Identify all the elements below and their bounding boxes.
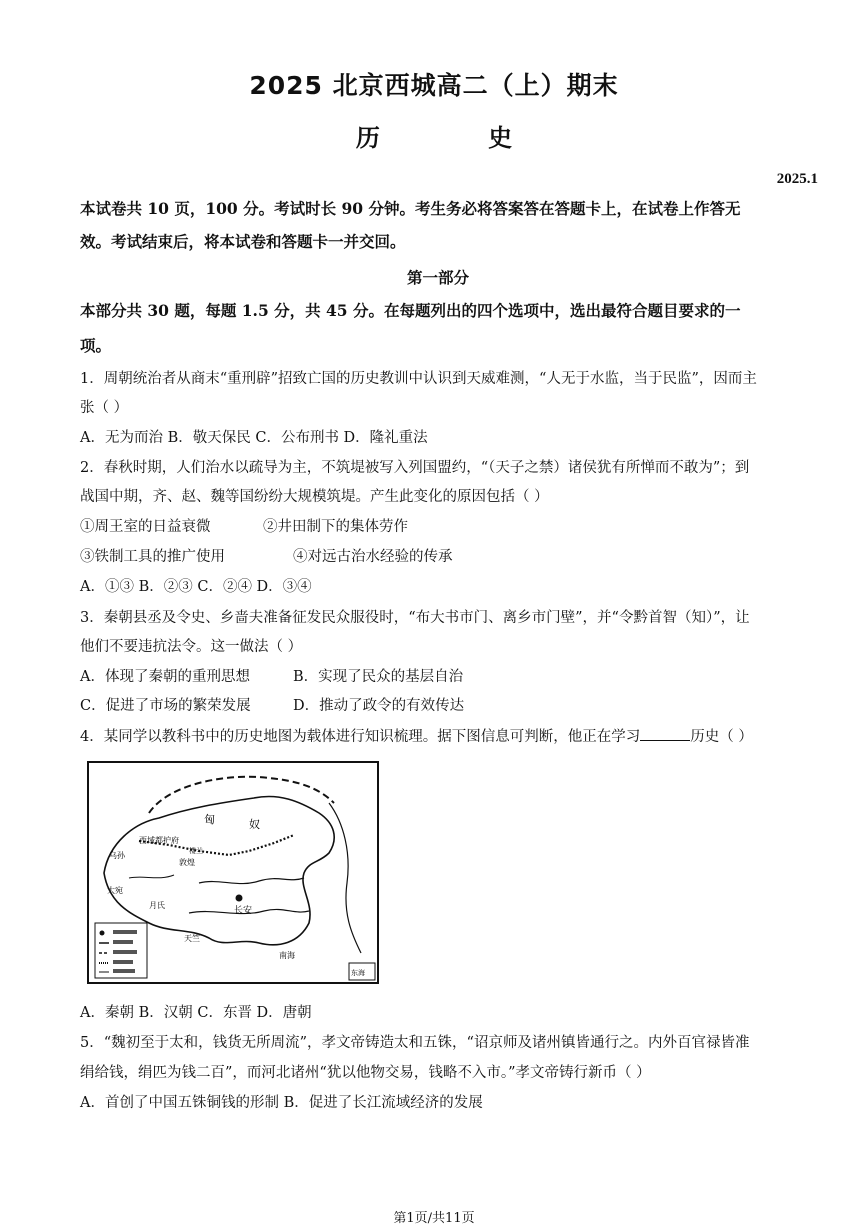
q3-option-a: A．体现了秦朝的重刑思想 (80, 669, 250, 685)
q2-item-1: ①周王室的日益衰微 (80, 519, 211, 535)
q3-stem-line2: 他们不要违抗法令。这一做法（ ） (80, 639, 303, 655)
exam-title: 2025 北京西城高二（上）期末 (249, 71, 619, 100)
q4-blank (640, 726, 690, 741)
q2-options: A．①③ B．②③ C．②④ D．③④ (80, 579, 312, 595)
q2-item-4: ④对远古治水经验的传承 (293, 549, 453, 565)
q2-items-row1 (80, 517, 796, 537)
q4-stem: 4．某同学以教科书中的历史地图为载体进行知识梳理。据下图信息可判断，他正在学习 历史（ ） (80, 726, 796, 747)
exam-date: 2025.1 (776, 171, 818, 187)
map-label-changan: 长安 (234, 906, 253, 916)
q3-option-c: C．促进了市场的繁荣发展 (80, 698, 251, 714)
map-label-xiong: 匈 (204, 813, 215, 826)
q2-items-row2 (80, 547, 796, 567)
q2-item-3: ③铁制工具的推广使用 (80, 549, 225, 565)
map-label-dunhuang: 敦煌 (179, 858, 195, 867)
q5-stem-line1: 5．“魏初至于太和，钱货无所周流”，孝文帝铸造太和五铢，“诏京师及诸州镇皆通行之。内外百官禄皆准 (80, 1035, 750, 1051)
map-label-nu: 奴 (249, 818, 260, 831)
map-label-loulan: 楼兰 (189, 847, 203, 855)
q5-stem-line2: 绢给钱，绢匹为钱二百”，而河北诸州“犹以他物交易，钱略不入市。”孝文帝铸行新币（ ） (80, 1065, 651, 1081)
q3-option-d: D．推动了政令的有效传达 (293, 698, 465, 714)
q2-stem-line2: 战国中期，齐、赵、魏等国纷纷大规模筑堤。产生此变化的原因包括（ ） (80, 489, 549, 505)
section-desc-line2: 项。 (80, 336, 112, 355)
instructions-line1: 本试卷共 10 页，100 分。考试时长 90 分钟。考生务必将答案答在答题卡上，在试卷上作答无 (80, 199, 741, 218)
historical-map (87, 761, 379, 984)
map-label-donghai: 东海 (351, 969, 365, 977)
q3-option-b: B．实现了民众的基层自治 (293, 669, 464, 685)
map-label-yuezhi: 月氏 (149, 901, 165, 910)
q4-options: A．秦朝 B．汉朝 C．东晋 D．唐朝 (80, 1005, 312, 1021)
q3-stem-line1: 3．秦朝县丞及令史、乡啬夫准备征发民众服役时，“布大书市门、离乡市门壁”，并“令黔首智（知）”，让 (80, 610, 750, 626)
q5-options: A．首创了中国五铢铜钱的形制 B．促进了长江流域经济的发展 (80, 1095, 483, 1111)
map-label-dawan: 大宛 (107, 886, 123, 895)
map-label-xiyu: 西域都护府 (139, 836, 179, 845)
section-title: 第一部分 (406, 268, 469, 287)
q3-options-row1 (80, 667, 796, 687)
instructions-line2: 效。考试结束后，将本试卷和答题卡一并交回。 (80, 232, 406, 251)
map-label-tianzhu: 天竺 (184, 934, 200, 943)
subject-title: 历 史 (355, 124, 563, 152)
map-drawing (89, 763, 377, 982)
section-desc-line1: 本部分共 30 题，每题 1.5 分，共 45 分。在每题列出的四个选项中，选出最符合题目要求的一 (80, 301, 741, 320)
q2-stem-line1: 2．春秋时期，人们治水以疏导为主，不筑堤被写入列国盟约，“（天子之禁）诸侯犹有所惮而不敢为”；到 (80, 460, 750, 476)
map-label-wusun: 乌孙 (109, 851, 125, 860)
q1-stem-line2: 张（ ） (80, 400, 129, 416)
q1-stem-line1: 1．周朝统治者从商末“重刑辟”招致亡国的历史教训中认识到天威难测，“人无于水监，当于民监”，因而主 (80, 371, 757, 387)
map-label-nanhai: 南海 (279, 951, 295, 960)
q2-item-2: ②井田制下的集体劳作 (263, 519, 408, 535)
q3-options-row2 (80, 696, 796, 716)
q1-options: A．无为而治 B．敬天保民 C．公布刑书 D．隆礼重法 (80, 430, 428, 446)
page-footer: 第1页/共11页 (393, 1211, 475, 1226)
